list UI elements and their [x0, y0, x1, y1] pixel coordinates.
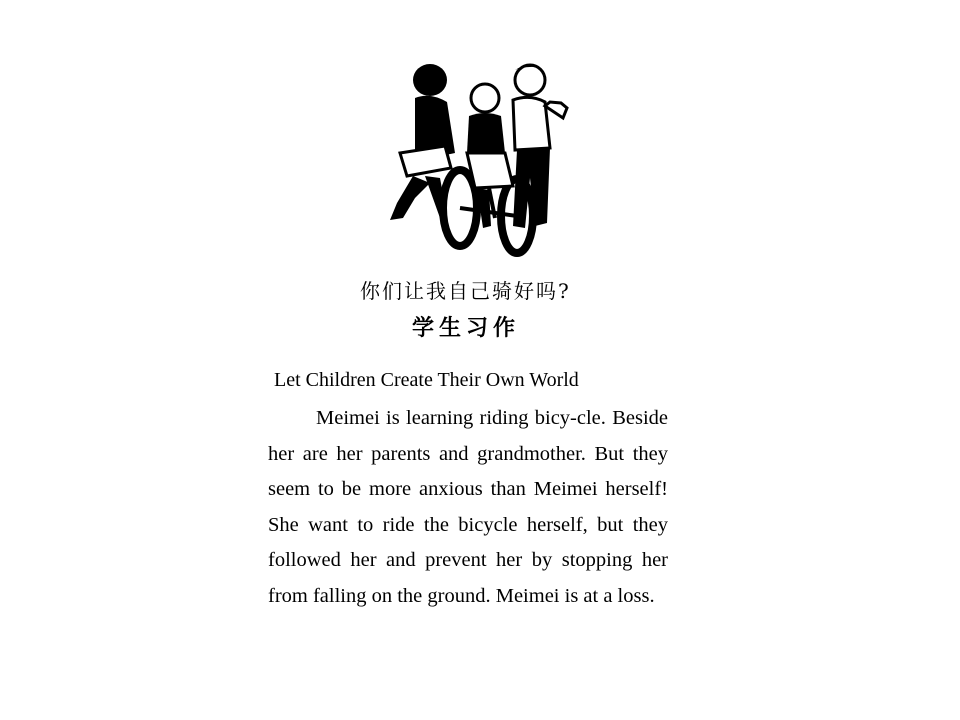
illustration-caption: 你们让我自己骑好吗?: [360, 279, 571, 303]
family-bicycle-illustration: [385, 58, 575, 263]
essay-body: Meimei is learning riding bicy-cle. Beside her are her parents and grandmother. But they seem to be more anxious than Meimei herself! She want to ride the bicycle herself, but they followed her and prevent her by stopping her from falling on the ground. Meimei is at a loss.: [268, 407, 668, 607]
essay: [268, 366, 668, 615]
essay-title: Let Children Create Their Own World: [274, 369, 579, 391]
section-title: 学生习作: [412, 316, 521, 341]
bicycle-family-icon: [385, 58, 575, 263]
